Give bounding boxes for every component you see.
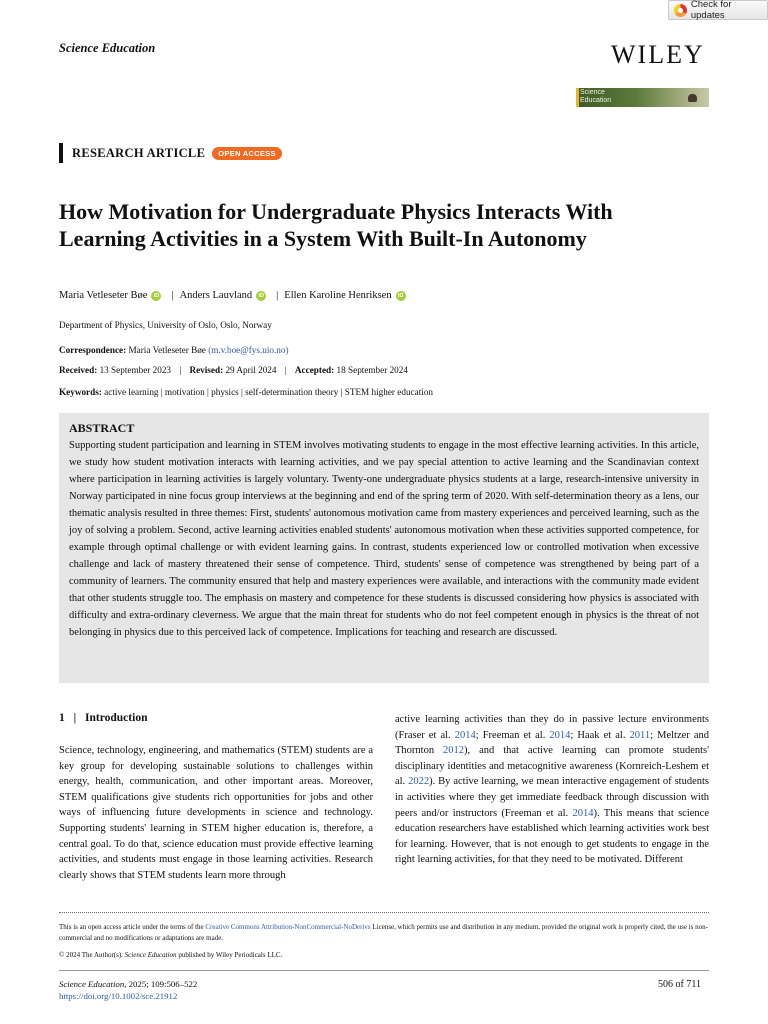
- affiliation: Department of Physics, University of Oslo, Oslo, Norway: [59, 320, 272, 330]
- mortar-icon: [688, 94, 697, 102]
- citation-link[interactable]: 2022: [408, 776, 430, 788]
- license-notice: [59, 922, 709, 944]
- body-text: ). This means that science education researchers have established which learning activities work best for learning. However, that is not enough to get students to engage in the right learning activities, for that they need to be motivated. Different: [395, 807, 709, 866]
- author-name[interactable]: Anders Lauvland: [179, 290, 253, 301]
- author-name[interactable]: Ellen Karoline Henriksen: [284, 290, 392, 301]
- article-title: How Motivation for Undergraduate Physics Interacts With Learning Activities in a System With Built-In Autonomy: [59, 199, 613, 251]
- correspondence: [59, 345, 289, 355]
- body-text: ; Meltzer and Thornton: [395, 729, 709, 757]
- author-list: [59, 290, 410, 301]
- footer-citation: [59, 979, 197, 989]
- author-separator: |: [171, 290, 174, 301]
- journal-name: Science Education: [59, 41, 156, 55]
- copyright-notice: [59, 951, 282, 959]
- check-for-updates-label: Check for updates: [690, 0, 732, 21]
- check-for-updates-button[interactable]: [668, 0, 768, 20]
- open-access-badge: OPEN ACCESS: [212, 147, 282, 160]
- date-separator: |: [284, 365, 287, 375]
- section-title: Introduction: [85, 712, 148, 724]
- banner-line-1: Science: [580, 89, 605, 96]
- author-separator: |: [276, 290, 279, 301]
- copyright-journal: Science Education: [124, 951, 177, 959]
- section-separator: |: [73, 712, 77, 724]
- copyright-text: © 2024 The Author(s).: [59, 951, 125, 959]
- citation-link[interactable]: 2014: [549, 729, 571, 741]
- body-text: ), and that active learning can promote students' disciplinary identities and metacognitive awareness (Kornreich-Leshem et al.: [395, 745, 710, 788]
- publisher-logo: WILEY: [611, 40, 705, 69]
- citation-link[interactable]: 2012: [443, 745, 465, 757]
- citation-link[interactable]: 2014: [572, 807, 594, 819]
- banner-accent-bar: [576, 88, 579, 107]
- orcid-icon[interactable]: iD: [151, 291, 161, 301]
- correspondence-label: Correspondence:: [59, 345, 127, 355]
- license-text: This is an open access article under the terms of the: [59, 923, 206, 931]
- body-column-right: [395, 712, 709, 868]
- footer-journal-name: Science Education: [59, 979, 125, 989]
- received-date: 13 September 2023: [99, 365, 172, 375]
- revised-date: 29 April 2024: [225, 365, 277, 375]
- section-heading-introduction: [59, 712, 147, 724]
- correspondence-name: Maria Vetleseter Bøe: [128, 345, 206, 355]
- license-link[interactable]: Creative Commons Attribution-NonCommercial-NoDerivs: [205, 923, 371, 931]
- abstract-heading: ABSTRACT: [69, 421, 135, 435]
- body-text: ; Haak et al.: [570, 729, 630, 741]
- body-column-left: Science, technology, engineering, and mathematics (STEM) students are a key group for developing sustainable solutions to challenges within energy, health, communication, and other important areas. Moreover, STEM qualifications give students rich opportunities for jobs and other ways of influencing future developments in science and technology. Supporting students' learning in STEM higher education is, therefore, a central goal. To do that, science education must provide effective learning activities, and students must engage in those learning activities. Research clearly shows that STEM students learn more through: [59, 745, 373, 881]
- section-number: 1: [59, 712, 65, 724]
- banner-line-2: Education: [580, 97, 612, 104]
- doi-link[interactable]: https://doi.org/10.1002/sce.21912: [59, 991, 178, 1001]
- abstract-text: Supporting student participation and learning in STEM involves motivating students to engage in the most effective learning activities. In this article, we study how student motivation interacts with learning activities, and we pay special attention to active learning and the Scandinavian context where participation in learning activities is largely voluntary. Twenty-one undergraduate physics students at a large, research-intensive university in Norway participated in nine focus group interviews at the beginning and end of the spring term of 2020. With self-determination theory as a lens, our thematic analysis resulted in three themes: First, students' autonomous motivation came from mastery experiences and perceived learning, such as the joy of solving a problem. Second, active learning activities enabled students' autonomous motivation when these activities supported competence, for example through optimal challenge or with evident learning gains. In contrast, students experienced low or controlled motivation when excessive challenge and lack of mastery threatened their sense of competence. Third, students' sense of competence was strengthened by being part of a community of learners. The community ensured that help and mastery experiences were available, and interactions with the community made evident that other students struggle too. The emphasis on mastery and competence for these students is discussed considering how physics is associated with difficulty and extra-ordinary cleverness. We argue that the main threat for students who do not feel competent enough in physics is the threat of not belonging in physics due to this perceived lack of competence. Implications for teaching and research are discussed.: [69, 440, 699, 638]
- journal-cover-banner: [576, 88, 709, 107]
- received-label: Received:: [59, 365, 98, 375]
- body-text: ). By active learning, we mean interactive engagement of students in activities where they get immediate feedback through discussion with peers and/or instructors (Freeman et al.: [395, 776, 709, 819]
- page-number: 506 of 711: [658, 979, 701, 990]
- keywords-label: Keywords:: [59, 387, 102, 397]
- article-type-row: [59, 143, 282, 163]
- keywords-value: active learning | motivation | physics | self-determination theory | STEM higher education: [104, 387, 434, 397]
- article-type: RESEARCH ARTICLE: [72, 145, 206, 160]
- abstract-box: [59, 413, 709, 683]
- footer-divider: [59, 970, 709, 971]
- revised-label: Revised:: [189, 365, 224, 375]
- license-divider: [59, 912, 709, 913]
- license-text: License, which permits use and distribution in any medium, provided the original work is properly cited, the use is non-commercial and no modifications or adaptations are made.: [59, 923, 708, 942]
- article-dates: [59, 365, 408, 375]
- body-text: ; Freeman et al.: [475, 729, 550, 741]
- keywords: [59, 387, 433, 397]
- body-text: active learning activities than they do in passive lecture environments (Fraser et al.: [395, 714, 709, 741]
- correspondence-email-link[interactable]: (m.v.boe@fys.uio.no): [208, 345, 289, 355]
- accepted-label: Accepted:: [294, 365, 335, 375]
- copyright-text: published by Wiley Periodicals LLC.: [176, 951, 283, 959]
- footer-volume: , 2025; 109:506–522: [124, 979, 198, 989]
- crossmark-icon: [674, 4, 687, 17]
- citation-link[interactable]: 2014: [454, 729, 476, 741]
- date-separator: |: [179, 365, 182, 375]
- orcid-icon[interactable]: iD: [256, 291, 266, 301]
- accepted-date: 18 September 2024: [336, 365, 408, 375]
- article-type-accent-bar: [59, 143, 63, 163]
- orcid-icon[interactable]: iD: [396, 291, 406, 301]
- author-name[interactable]: Maria Vetleseter Bøe: [59, 290, 148, 301]
- citation-link[interactable]: 2011: [629, 729, 651, 741]
